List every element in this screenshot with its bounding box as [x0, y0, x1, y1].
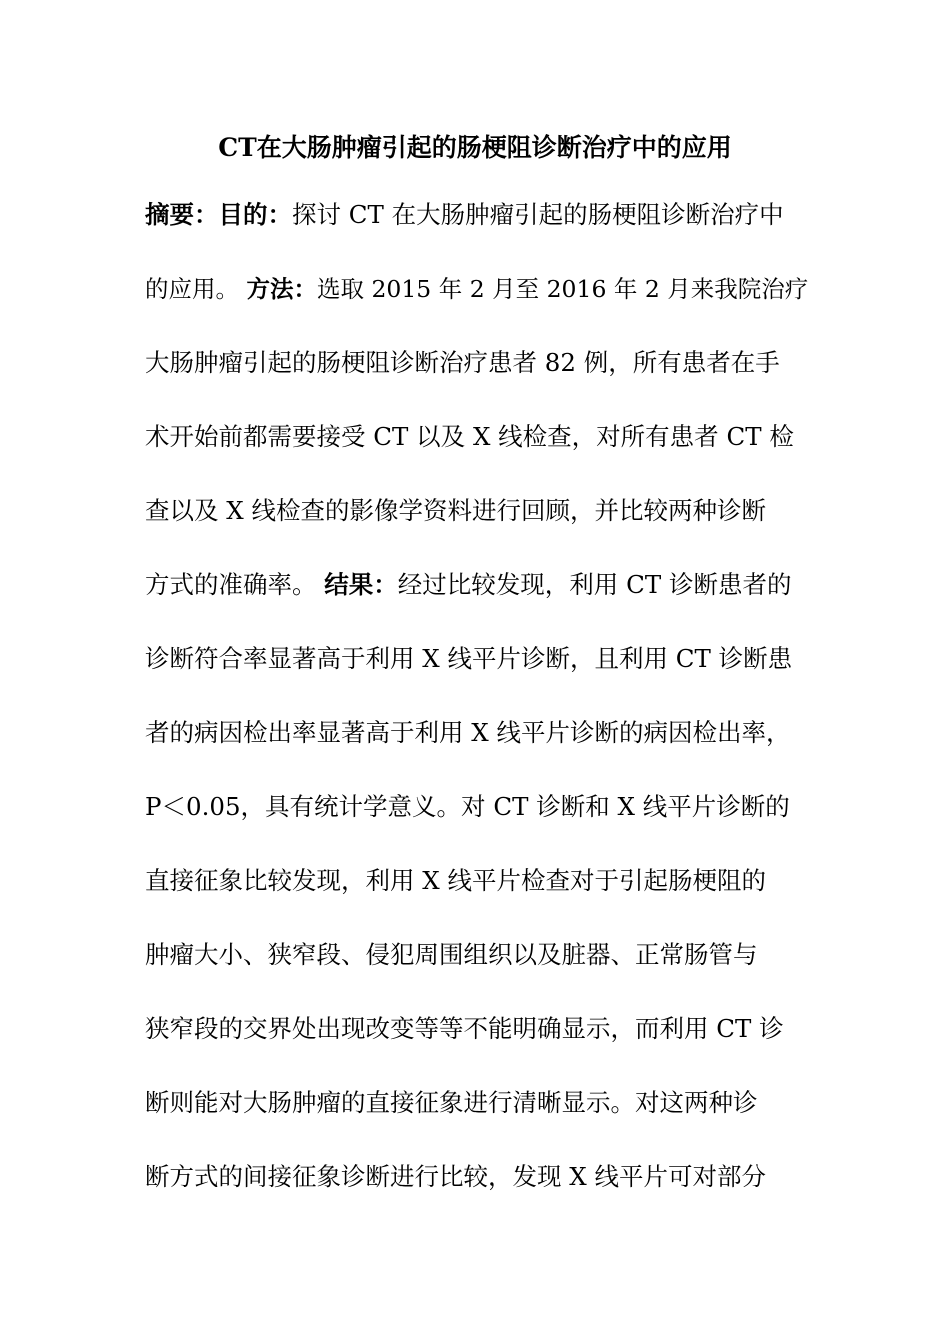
abstract-line-3: 大肠肿瘤引起的肠梗阻诊断治疗患者 82 例，所有患者在手	[145, 348, 780, 377]
paper-title: CT在大肠肿瘤引起的肠梗阻诊断治疗中的应用	[218, 133, 732, 162]
abstract-line-12: 狭窄段的交界处出现改变等等不能明确显示，而利用 CT 诊	[145, 1014, 784, 1043]
abstract-text: 探讨 CT 在大肠肿瘤引起的肠梗阻诊断治疗中	[292, 200, 784, 229]
abstract-line-5: 查以及 X 线检查的影像学资料进行回顾，并比较两种诊断	[145, 496, 767, 525]
abstract-line-1	[145, 198, 810, 232]
abstract-line-7: 诊断符合率显著高于利用 X 线平片诊断，且利用 CT 诊断患	[145, 644, 793, 673]
purpose-label: 目的：	[218, 200, 292, 229]
method-label: 方法：	[246, 275, 317, 303]
abstract-line-6	[145, 568, 810, 602]
abstract-text: 方式的准确率。	[145, 570, 317, 599]
abstract-line-8: 者的病因检出率显著高于利用 X 线平片诊断的病因检出率，	[145, 718, 791, 747]
abstract-line-2	[145, 272, 810, 306]
abstract-line-13: 断则能对大肠肿瘤的直接征象进行清晰显示。对这两种诊	[145, 1088, 758, 1117]
abstract-line-10: 直接征象比较发现，利用 X 线平片检查对于引起肠梗阻的	[145, 866, 767, 895]
abstract-text: 经过比较发现，利用 CT 诊断患者的	[397, 570, 792, 599]
abstract-text: 选取 2015 年 2 月至 2016 年 2 月来我院治疗	[316, 275, 809, 303]
abstract-line-4: 术开始前都需要接受 CT 以及 X 线检查，对所有患者 CT 检	[145, 422, 794, 451]
abstract-line-9: P＜0.05，具有统计学意义。对 CT 诊断和 X 线平片诊断的	[145, 792, 790, 821]
abstract-text: 的应用。	[145, 275, 239, 303]
abstract-line-14: 断方式的间接征象诊断进行比较，发现 X 线平片可对部分	[145, 1162, 767, 1191]
abstract-line-11: 肿瘤大小、狭窄段、侵犯周围组织以及脏器、正常肠管与	[145, 940, 758, 969]
abstract-label: 摘要：	[145, 200, 219, 229]
result-label: 结果：	[324, 570, 398, 599]
